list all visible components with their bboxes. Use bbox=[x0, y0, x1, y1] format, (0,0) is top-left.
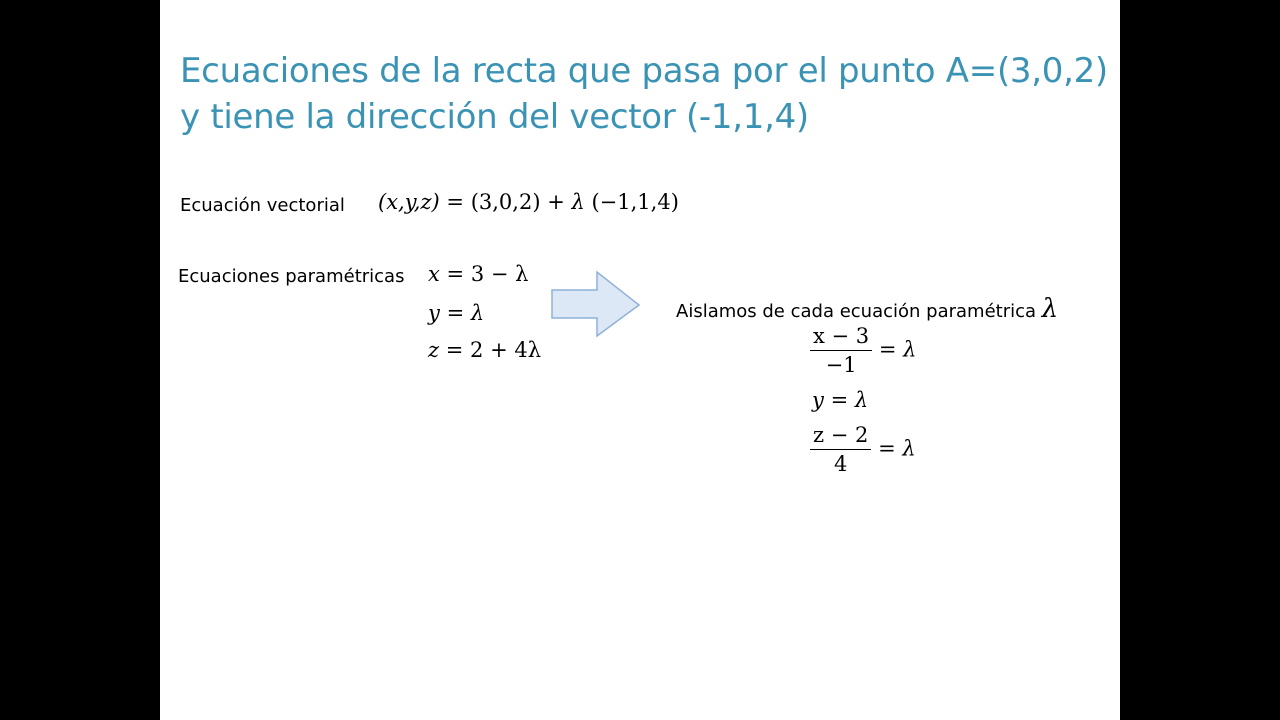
vector-equation-label: Ecuación vectorial bbox=[180, 195, 345, 216]
isolated-x-numerator: x − 3 bbox=[810, 326, 872, 351]
isolated-y-rhs: λ bbox=[854, 388, 869, 412]
isolated-z-numerator: z − 2 bbox=[810, 425, 871, 450]
isolated-z: $\frac{z - 2}{4}$ = λ bbox=[810, 425, 916, 475]
parametric-z-var: z bbox=[428, 338, 440, 362]
parametric-z: z = 2 + 4λ bbox=[428, 338, 542, 362]
parametric-y: y = λ bbox=[428, 301, 485, 325]
parametric-x-rhs: 3 − λ bbox=[470, 262, 529, 286]
parametric-z-rhs: 2 + 4λ bbox=[470, 338, 542, 362]
vector-lambda: λ bbox=[571, 190, 585, 214]
vector-equation: (x,y,z) = (3,0,2) + λ (−1,1,4) bbox=[378, 190, 679, 214]
isolated-y-lhs: y bbox=[812, 388, 824, 412]
isolated-x: $\frac{x - 3}{-1}$ = λ bbox=[810, 326, 916, 376]
vector-point: (3,0,2) bbox=[470, 190, 541, 214]
isolated-x-fraction bbox=[810, 326, 872, 376]
parametric-x: x = 3 − λ bbox=[428, 262, 529, 286]
isolate-label bbox=[676, 294, 1058, 324]
vector-lhs: (x,y,z) bbox=[378, 190, 440, 214]
isolate-label-text: Aislamos de cada ecuación paramétrica bbox=[676, 301, 1037, 322]
parametric-y-var: y bbox=[428, 301, 440, 325]
isolated-x-rhs: λ bbox=[903, 337, 917, 362]
right-arrow-icon bbox=[550, 270, 642, 340]
isolated-z-rhs: λ bbox=[902, 436, 916, 461]
isolated-x-denominator: −1 bbox=[825, 353, 857, 377]
parametric-equations-label: Ecuaciones paramétricas bbox=[178, 266, 405, 287]
parametric-x-var: x bbox=[428, 262, 440, 286]
parametric-y-rhs: λ bbox=[470, 301, 485, 325]
isolated-z-denominator: 4 bbox=[834, 452, 848, 476]
isolate-lambda: λ bbox=[1041, 294, 1059, 324]
slide bbox=[160, 0, 1120, 720]
isolated-z-fraction bbox=[810, 425, 871, 475]
isolated-y: y = λ bbox=[812, 388, 869, 412]
slide-title: Ecuaciones de la recta que pasa por el punto A=(3,0,2) y tiene la dirección del vector (-1,1,4) bbox=[180, 51, 1108, 137]
vector-direction: (−1,1,4) bbox=[591, 190, 679, 214]
